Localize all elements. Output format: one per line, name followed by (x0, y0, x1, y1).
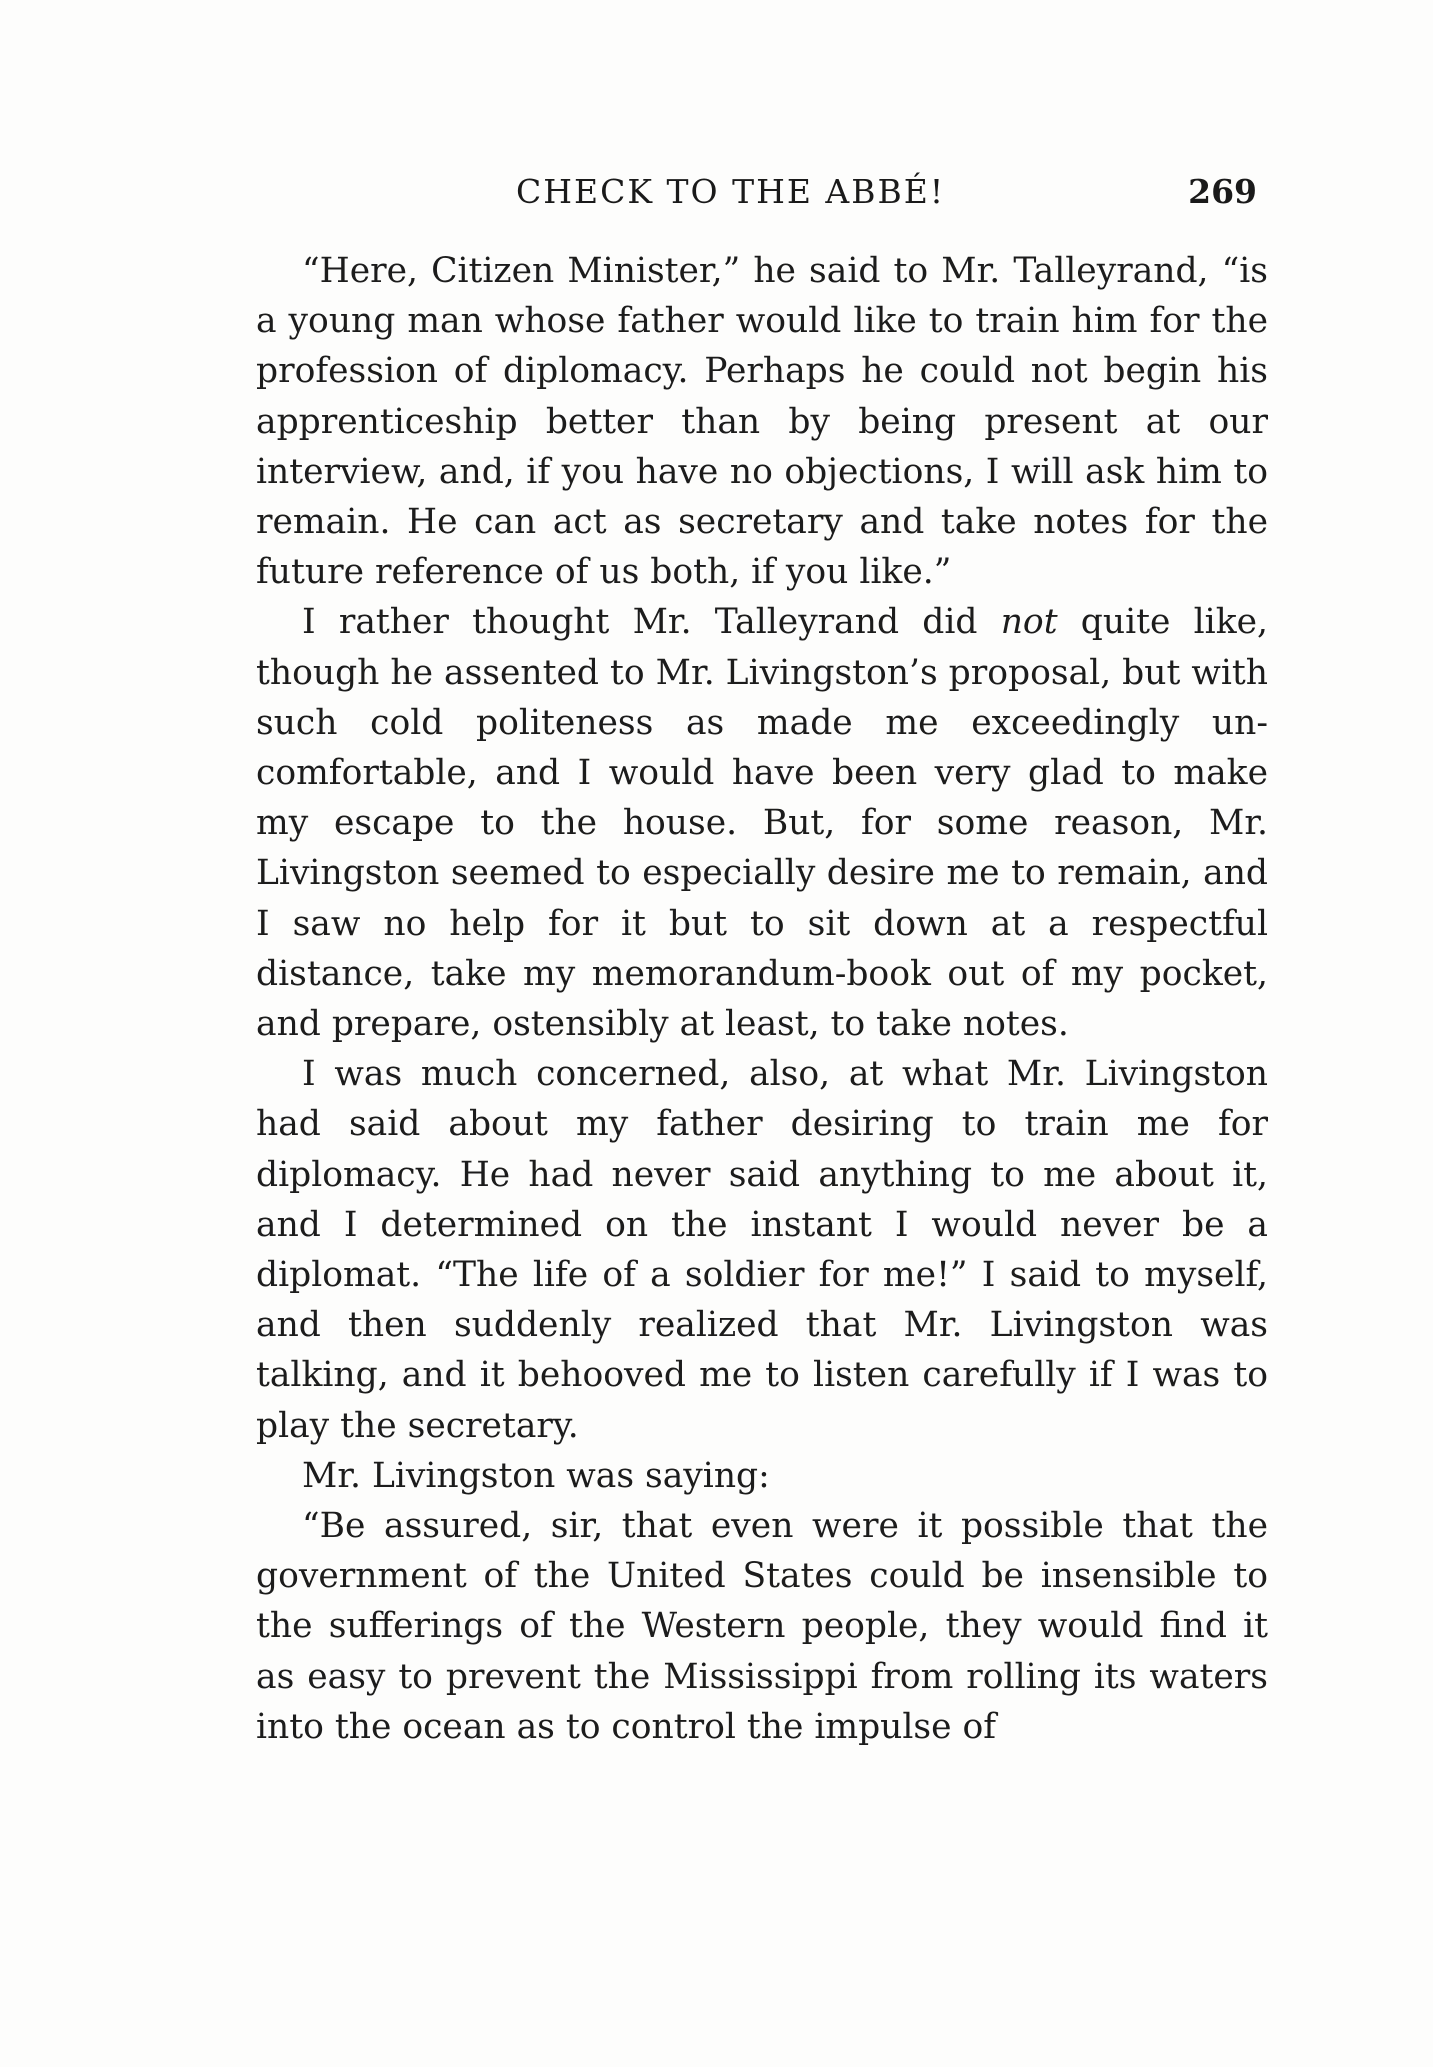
paragraph-3 (256, 1049, 1268, 1451)
page-number: 269 (1188, 172, 1257, 211)
paragraph-4 (256, 1451, 1268, 1501)
paragraph-2-text-end: quite like, though he assented to Mr. Livingston’s proposal, but with such cold politeness as made me exceedingly uncomfortable, and I would have been very glad to make my escape to the house. But, for some reason, Mr. Livingston seemed to especially desire me to remain, and I saw no help for it but to sit down at a respectful distance, take my memorandum-book out of my pocket, and prepare, ostensibly at least, to take notes. (256, 602, 1268, 1045)
running-title: CHECK TO THE ABBÉ! (516, 172, 946, 211)
paragraph-4-text: Mr. Livingston was saying: (302, 1455, 770, 1496)
paragraph-2 (256, 597, 1268, 1049)
paragraph-1 (256, 246, 1268, 597)
paragraph-1-text: “Here, Citizen Minister,” he said to Mr. Talleyrand, “is a young man whose father would like to train him for the profession of diplomacy. Perhaps he could not begin his apprenticeship better than by being present at our interview, and, if you have no objections, I will ask him to remain. He can act as secretary and take notes for the future reference of us both, if you like.” (256, 251, 1268, 593)
page-header (256, 172, 1267, 222)
paragraph-5 (256, 1501, 1268, 1752)
paragraph-3-text: I was much concerned, also, at what Mr. Livingston had said about my father desiring to train me for diplomacy. He had never said anything to me about it, and I determined on the instant I would never be a diplomat. “The life of a soldier for me!” I said to myself, and then suddenly realized that Mr. Livingston was talking, and it behooved me to listen carefully if I was to play the secretary. (256, 1054, 1268, 1446)
paragraph-5-text: “Be assured, sir, that even were it possible that the government of the United States could be insensible to the sufferings of the Western people, they would find it as easy to prevent the Mississippi from rolling its waters into the ocean as to control the impulse of (256, 1506, 1268, 1747)
paragraph-2-text-start: I rather thought Mr. Talleyrand did (302, 602, 1001, 643)
emphasized-word: not (1000, 602, 1058, 643)
body-text (256, 246, 1268, 1752)
